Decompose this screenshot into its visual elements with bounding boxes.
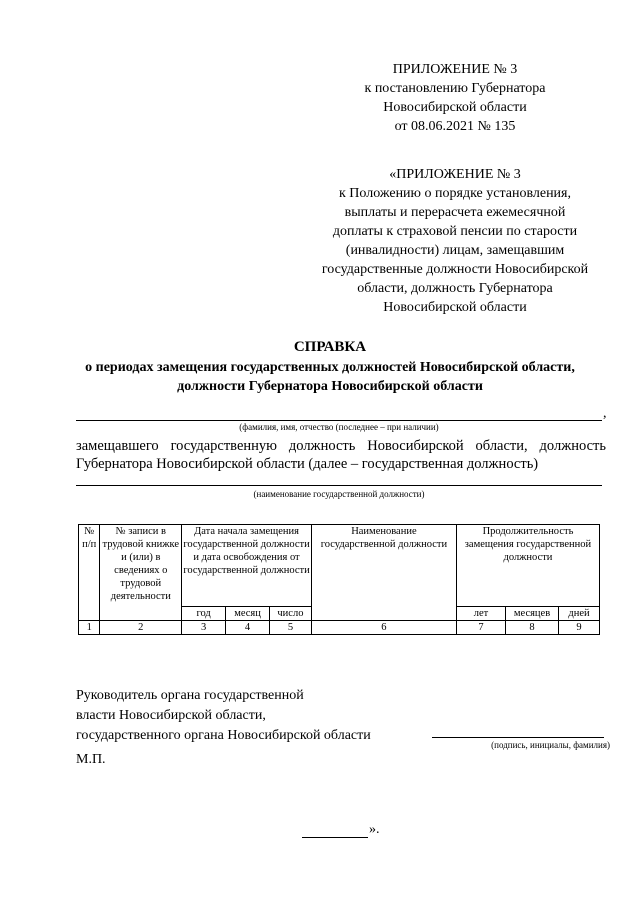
table-cell: 8 (505, 621, 558, 635)
table-cell: 6 (311, 621, 456, 635)
signature-fill-line[interactable] (432, 727, 604, 738)
appendix-ref-line: государственные должности Новосибирской (321, 262, 589, 277)
name-trailing-comma: , (603, 406, 607, 421)
table-cell: 3 (182, 621, 226, 635)
name-fill-line[interactable] (76, 408, 602, 421)
appendix-ref-line: к Положению о порядке установления, (339, 186, 571, 201)
signature-hint: (подпись, инициалы, фамилия) (491, 740, 610, 750)
header-num: № п/п (79, 525, 100, 621)
appendix-ref-line: (инвалидности) лицам, замещавшим (345, 243, 565, 258)
subtitle-line: о периодах замещения государственных должностей Новосибирской области, (85, 360, 575, 375)
subheader-years: лет (456, 607, 505, 621)
table-cell: 7 (456, 621, 505, 635)
closing-line (302, 825, 368, 838)
name-field-hint: (фамилия, имя, отчество (последнее – при наличии) (239, 422, 439, 432)
table-cell: 4 (226, 621, 270, 635)
subheader-days: дней (559, 607, 600, 621)
appendix-ref-line: области, должность Губернатора (357, 281, 553, 296)
appendix-ref-line: Новосибирской области (383, 300, 527, 315)
body-line-2: Губернатора Новосибирской области (далее – государственная должность) (76, 456, 539, 472)
signature-line: власти Новосибирской области, (76, 708, 266, 723)
table-cell: 1 (79, 621, 100, 635)
position-field-hint: (наименование государственной должности) (253, 489, 425, 499)
stamp-placeholder: М.П. (76, 752, 106, 767)
subtitle-line: должности Губернатора Новосибирской области (177, 379, 483, 394)
subheader-month: месяц (226, 607, 270, 621)
position-fill-line[interactable] (76, 477, 602, 486)
header-position: Наименование государственной должности (311, 525, 456, 621)
appendix-ref-line: доплаты к страховой пенсии по старости (332, 224, 578, 239)
appendix-decree: к постановлению Губернатора (364, 81, 546, 96)
signature-block (76, 686, 416, 746)
table-numbering-row (79, 621, 600, 635)
appendix-date: от 08.06.2021 № 135 (394, 119, 516, 134)
header-record: № записи в трудовой книжке и (или) в сведениях о трудовой деятельности (100, 525, 182, 621)
document-subtitle (70, 358, 590, 396)
header-duration: Продолжительность замещения государственной должности (456, 525, 599, 607)
table-cell: 9 (559, 621, 600, 635)
signature-line: государственного органа Новосибирской области (76, 728, 371, 743)
periods-table (78, 524, 600, 635)
table-cell: 2 (100, 621, 182, 635)
header-dates: Дата начала замещения государственной должности и дата освобождения от государственной должности (182, 525, 312, 607)
signature-line: Руководитель органа государственной (76, 688, 304, 703)
subheader-months: месяцев (505, 607, 558, 621)
appendix-header (330, 60, 580, 136)
appendix-number: ПРИЛОЖЕНИЕ № 3 (392, 62, 518, 77)
closing-quote: ». (369, 822, 380, 837)
appendix-region: Новосибирской области (383, 100, 527, 115)
appendix-ref-line: выплаты и перерасчета ежемесячной (344, 205, 566, 220)
body-line-1: замещавшего государственную должность Новосибирской области, должность (76, 438, 606, 454)
appendix-reference (316, 165, 594, 317)
subheader-year: год (182, 607, 226, 621)
table-cell: 5 (270, 621, 312, 635)
appendix-ref-number: «ПРИЛОЖЕНИЕ № 3 (389, 167, 521, 182)
table-header-row (79, 525, 600, 607)
document-title: СПРАВКА (293, 339, 367, 355)
subheader-day: число (270, 607, 312, 621)
